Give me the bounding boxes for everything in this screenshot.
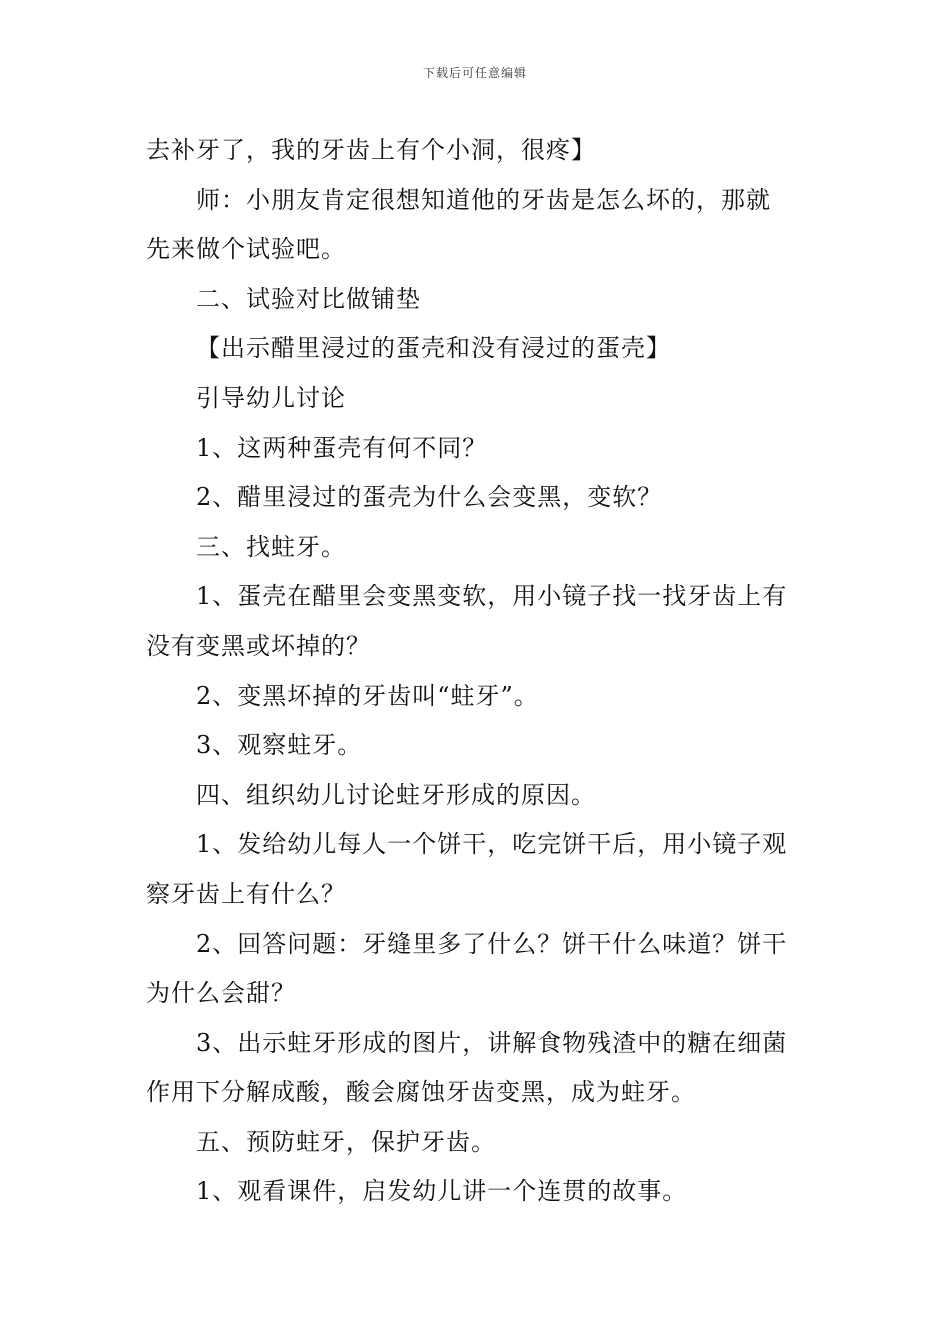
section-heading: 五、预防蛀牙，保护牙齿。 (196, 1127, 496, 1156)
section-heading: 四、组织幼儿讨论蛀牙形成的原因。 (196, 780, 596, 809)
list-item: 1、发给幼儿每人一个饼干，吃完饼干后，用小镜子观 (196, 830, 788, 859)
text-line: 作用下分解成酸，酸会腐蚀牙齿变黑，成为蛀牙。 (146, 1078, 696, 1107)
list-item: 2、回答问题：牙缝里多了什么？饼干什么味道？饼干 (196, 929, 788, 958)
text-line: 为什么会甜？ (146, 979, 296, 1008)
list-item: 1、这两种蛋壳有何不同？ (196, 433, 488, 462)
text-line: 【出示醋里浸过的蛋壳和没有浸过的蛋壳】 (196, 334, 671, 363)
text-line: 引导幼儿讨论 (196, 383, 346, 412)
section-heading: 二、试验对比做铺垫 (196, 284, 421, 313)
text-line: 察牙齿上有什么？ (146, 879, 346, 908)
document-body (146, 126, 810, 1217)
text-line: 先来做个试验吧。 (146, 235, 346, 264)
list-item: 1、观看课件，启发幼儿讲一个连贯的故事。 (196, 1177, 688, 1206)
section-heading: 三、找蛀牙。 (196, 532, 346, 561)
list-item: 3、观察蛀牙。 (196, 731, 363, 760)
list-item: 2、醋里浸过的蛋壳为什么会变黑，变软？ (196, 483, 663, 512)
list-item: 3、出示蛀牙形成的图片，讲解食物残渣中的糖在细菌 (196, 1028, 788, 1057)
text-line: 师：小朋友肯定很想知道他的牙齿是怎么坏的，那就 (196, 185, 771, 214)
page-header: 下载后可任意编辑 (422, 66, 527, 80)
text-line: 去补牙了，我的牙齿上有个小洞，很疼】 (146, 136, 596, 164)
list-item: 1、蛋壳在醋里会变黑变软，用小镜子找一找牙齿上有 (196, 582, 788, 611)
list-item: 2、变黑坏掉的牙齿叫“蛀牙”。 (196, 681, 539, 710)
text-line: 没有变黑或坏掉的？ (146, 631, 371, 660)
